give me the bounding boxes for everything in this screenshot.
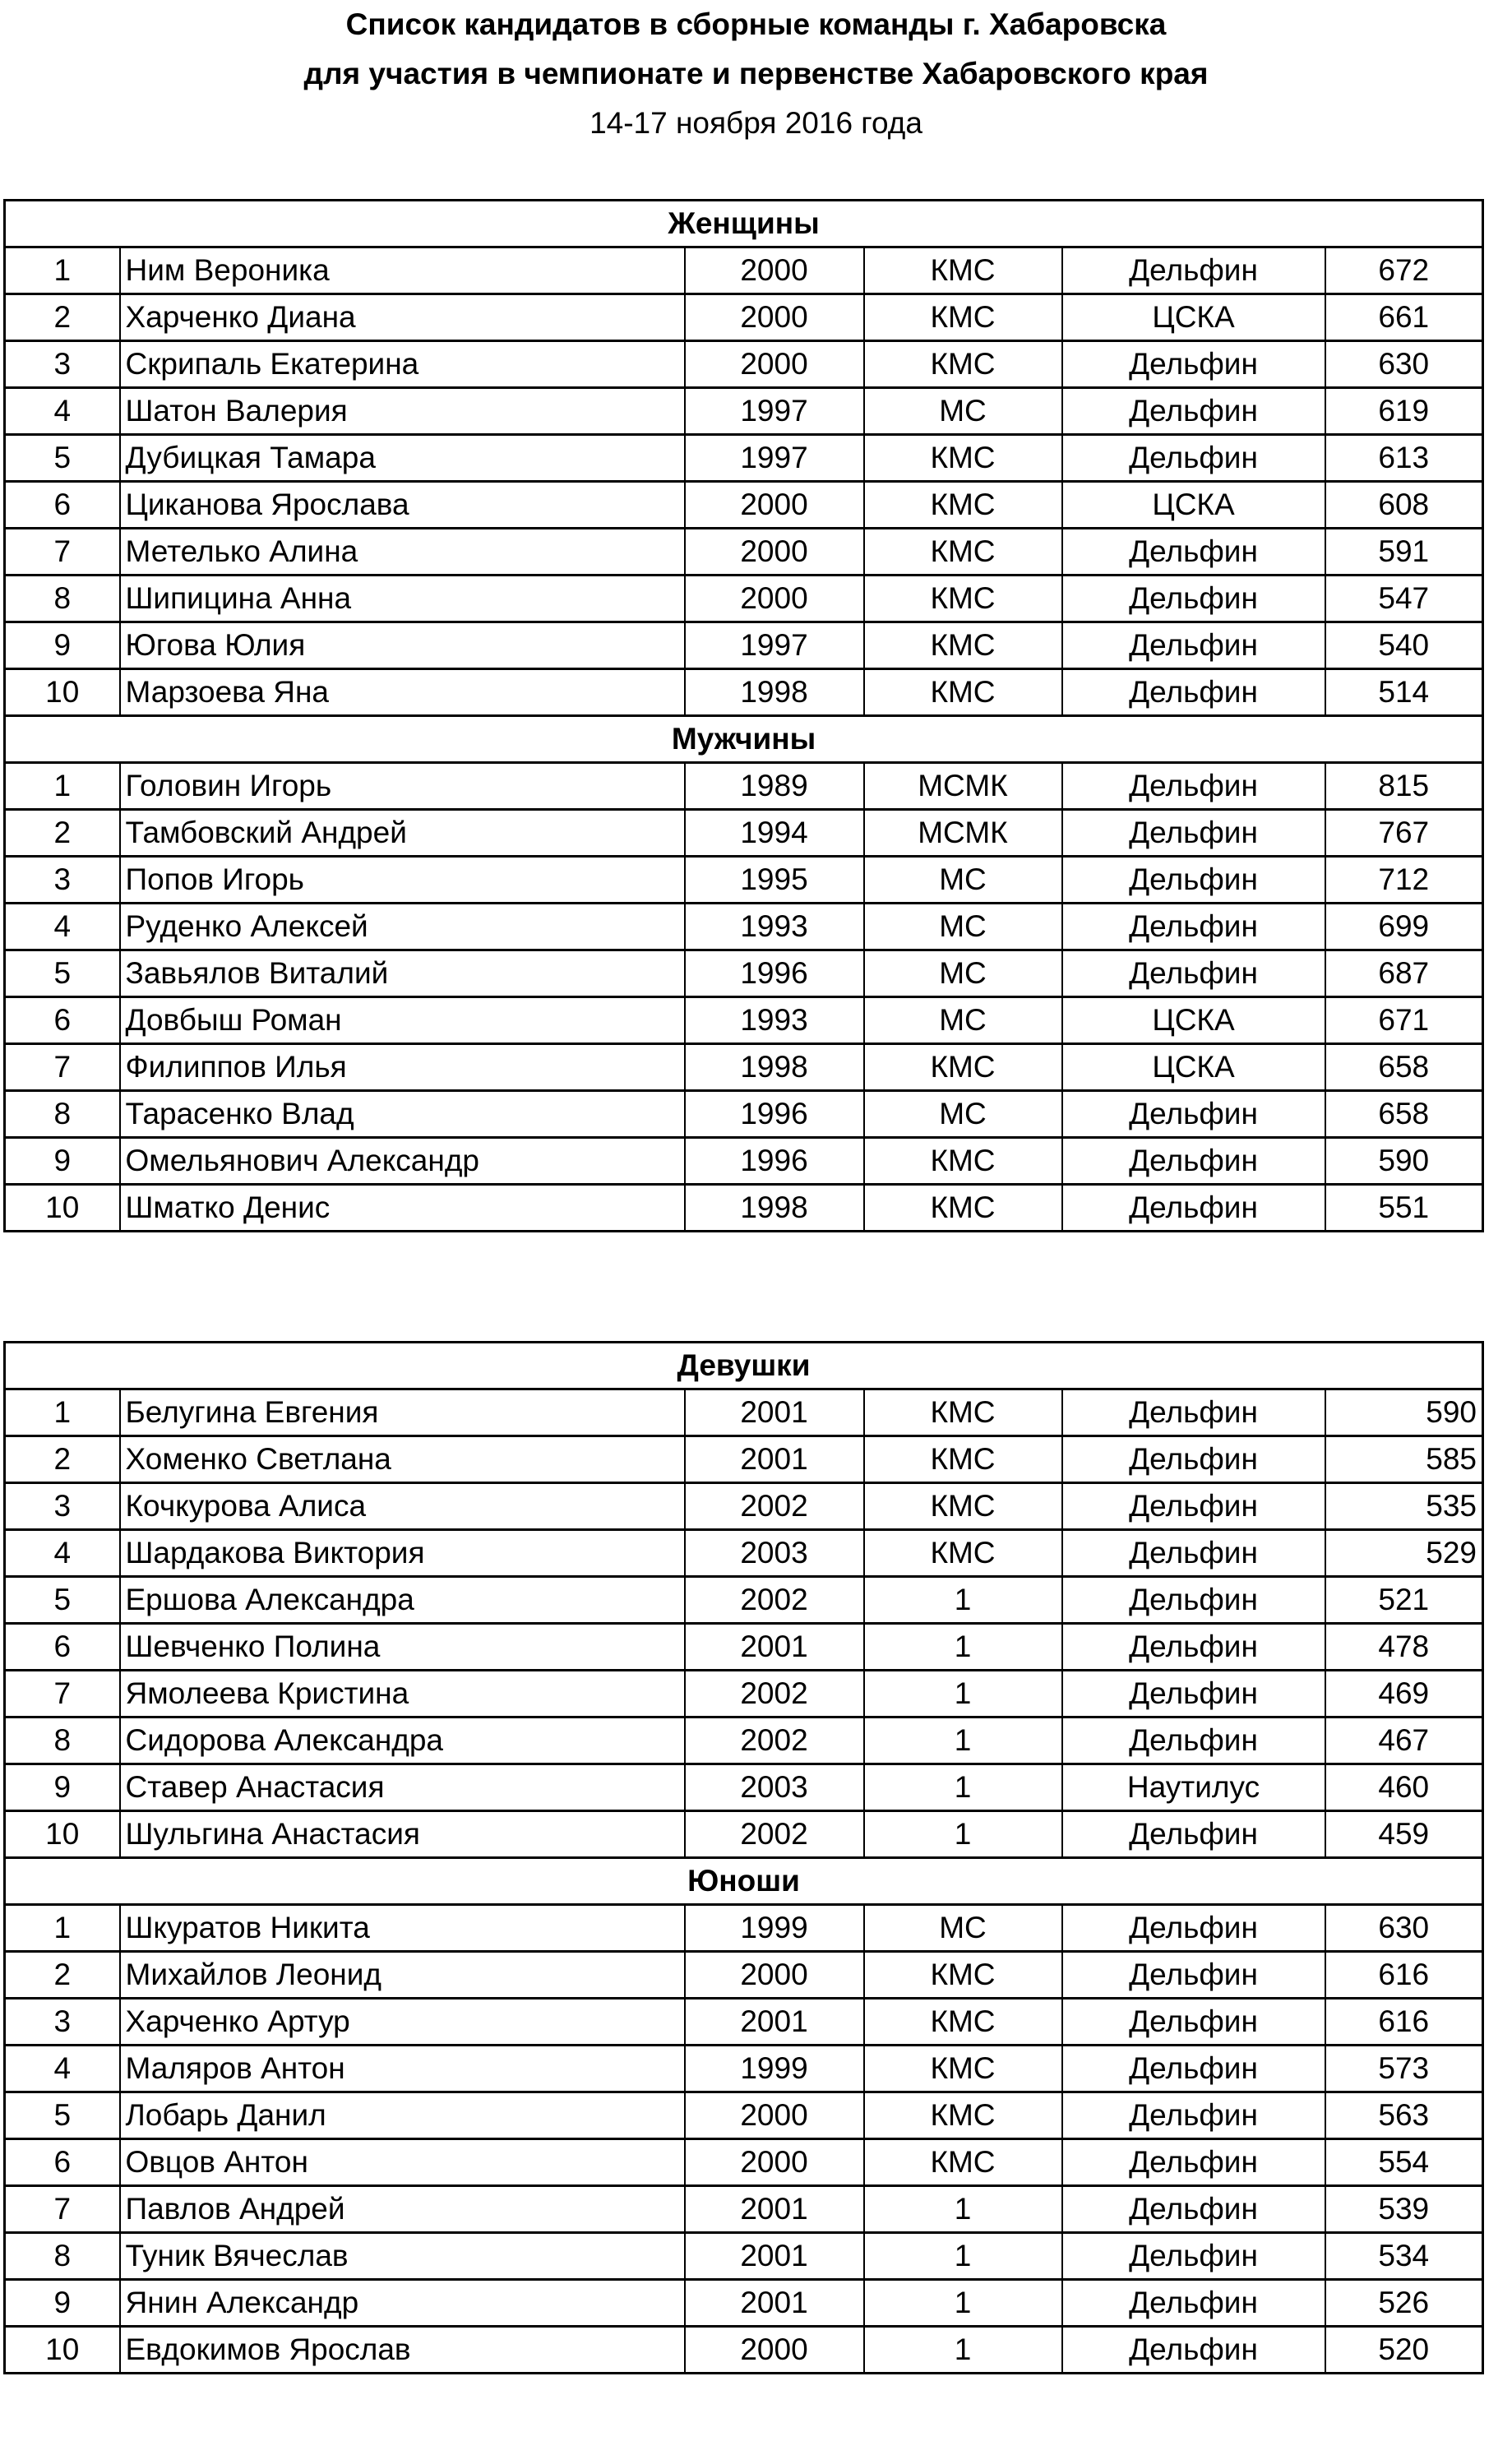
- sport-rank-cell: 1: [864, 1577, 1062, 1624]
- birth-year-cell: 2000: [685, 341, 864, 388]
- birth-year-cell: 1998: [685, 1185, 864, 1232]
- sport-rank-cell: КМС: [864, 1999, 1062, 2046]
- sport-rank-cell: КМС: [864, 1138, 1062, 1185]
- score-cell: 539: [1325, 2186, 1483, 2233]
- sport-rank-cell: КМС: [864, 1389, 1062, 1436]
- score-cell: 521: [1325, 1577, 1483, 1624]
- table-row: [5, 904, 1483, 950]
- athlete-name-cell: Омельянович Александр: [120, 1138, 685, 1185]
- table-row: [5, 1044, 1483, 1091]
- birth-year-cell: 2001: [685, 1624, 864, 1671]
- birth-year-cell: 1997: [685, 435, 864, 482]
- place-number-cell: 10: [5, 1811, 120, 1858]
- table-row: [5, 1905, 1483, 1952]
- athlete-name-cell: Кочкурова Алиса: [120, 1483, 685, 1530]
- place-number-cell: 10: [5, 1185, 120, 1232]
- sport-rank-cell: КМС: [864, 1436, 1062, 1483]
- table-row: [5, 388, 1483, 435]
- birth-year-cell: 2002: [685, 1671, 864, 1717]
- score-cell: 815: [1325, 763, 1483, 810]
- birth-year-cell: 2000: [685, 529, 864, 576]
- sport-rank-cell: 1: [864, 1624, 1062, 1671]
- athlete-name-cell: Шатон Валерия: [120, 388, 685, 435]
- sport-rank-cell: МС: [864, 1091, 1062, 1138]
- place-number-cell: 1: [5, 763, 120, 810]
- club-name-cell: ЦСКА: [1062, 482, 1325, 529]
- athlete-name-cell: Попов Игорь: [120, 857, 685, 904]
- athlete-name-cell: Харченко Диана: [120, 294, 685, 341]
- table-row: [5, 2327, 1483, 2374]
- club-name-cell: Дельфин: [1062, 950, 1325, 997]
- birth-year-cell: 1993: [685, 904, 864, 950]
- birth-year-cell: 2000: [685, 2139, 864, 2186]
- place-number-cell: 5: [5, 950, 120, 997]
- sport-rank-cell: КМС: [864, 529, 1062, 576]
- birth-year-cell: 2002: [685, 1483, 864, 1530]
- table-row: [5, 2186, 1483, 2233]
- score-cell: 535: [1325, 1483, 1483, 1530]
- place-number-cell: 1: [5, 1905, 120, 1952]
- place-number-cell: 8: [5, 1717, 120, 1764]
- score-cell: 469: [1325, 1671, 1483, 1717]
- club-name-cell: Дельфин: [1062, 2186, 1325, 2233]
- score-cell: 672: [1325, 247, 1483, 294]
- sport-rank-cell: 1: [864, 1671, 1062, 1717]
- place-number-cell: 6: [5, 997, 120, 1044]
- birth-year-cell: 1996: [685, 950, 864, 997]
- score-cell: 616: [1325, 1999, 1483, 2046]
- score-cell: 590: [1325, 1138, 1483, 1185]
- table-row: [5, 341, 1483, 388]
- birth-year-cell: 2000: [685, 482, 864, 529]
- place-number-cell: 7: [5, 2186, 120, 2233]
- score-cell: 478: [1325, 1624, 1483, 1671]
- club-name-cell: ЦСКА: [1062, 1044, 1325, 1091]
- table-row: [5, 1185, 1483, 1232]
- score-cell: 547: [1325, 576, 1483, 622]
- table-row: [5, 1530, 1483, 1577]
- place-number-cell: 10: [5, 2327, 120, 2374]
- place-number-cell: 3: [5, 1483, 120, 1530]
- place-number-cell: 4: [5, 2046, 120, 2092]
- score-cell: 608: [1325, 482, 1483, 529]
- score-cell: 767: [1325, 810, 1483, 857]
- sport-rank-cell: КМС: [864, 2046, 1062, 2092]
- birth-year-cell: 1998: [685, 1044, 864, 1091]
- birth-year-cell: 1996: [685, 1138, 864, 1185]
- table-row: [5, 997, 1483, 1044]
- club-name-cell: Дельфин: [1062, 1436, 1325, 1483]
- score-cell: 520: [1325, 2327, 1483, 2374]
- club-name-cell: Дельфин: [1062, 576, 1325, 622]
- table-row: [5, 1764, 1483, 1811]
- roster-table-juniors: [3, 1341, 1484, 2374]
- birth-year-cell: 1997: [685, 622, 864, 669]
- document-header: [0, 0, 1512, 148]
- sport-rank-cell: КМС: [864, 1044, 1062, 1091]
- club-name-cell: Дельфин: [1062, 1530, 1325, 1577]
- club-name-cell: Дельфин: [1062, 1577, 1325, 1624]
- score-cell: 460: [1325, 1764, 1483, 1811]
- club-name-cell: Дельфин: [1062, 388, 1325, 435]
- sport-rank-cell: МС: [864, 1905, 1062, 1952]
- club-name-cell: Дельфин: [1062, 810, 1325, 857]
- score-cell: 554: [1325, 2139, 1483, 2186]
- athlete-name-cell: Завьялов Виталий: [120, 950, 685, 997]
- table-row: [5, 2233, 1483, 2280]
- athlete-name-cell: Шматко Денис: [120, 1185, 685, 1232]
- birth-year-cell: 1999: [685, 2046, 864, 2092]
- sport-rank-cell: КМС: [864, 435, 1062, 482]
- athlete-name-cell: Шульгина Анастасия: [120, 1811, 685, 1858]
- table-row: [5, 1952, 1483, 1999]
- section-header-row: [5, 716, 1483, 763]
- athlete-name-cell: Харченко Артур: [120, 1999, 685, 2046]
- athlete-name-cell: Довбыш Роман: [120, 997, 685, 1044]
- section-title: Юноши: [5, 1858, 1483, 1905]
- birth-year-cell: 1997: [685, 388, 864, 435]
- table-row: [5, 247, 1483, 294]
- table-row: [5, 1436, 1483, 1483]
- birth-year-cell: 2000: [685, 2327, 864, 2374]
- sport-rank-cell: 1: [864, 2186, 1062, 2233]
- athlete-name-cell: Руденко Алексей: [120, 904, 685, 950]
- sport-rank-cell: КМС: [864, 669, 1062, 716]
- table-row: [5, 1138, 1483, 1185]
- place-number-cell: 9: [5, 622, 120, 669]
- score-cell: 630: [1325, 341, 1483, 388]
- athlete-name-cell: Сидорова Александра: [120, 1717, 685, 1764]
- roster-table-adults: [3, 199, 1484, 1232]
- athlete-name-cell: Ним Вероника: [120, 247, 685, 294]
- score-cell: 619: [1325, 388, 1483, 435]
- birth-year-cell: 2001: [685, 2280, 864, 2327]
- score-cell: 585: [1325, 1436, 1483, 1483]
- table-row: [5, 1671, 1483, 1717]
- place-number-cell: 1: [5, 247, 120, 294]
- score-cell: 712: [1325, 857, 1483, 904]
- score-cell: 671: [1325, 997, 1483, 1044]
- section-title: Мужчины: [5, 716, 1483, 763]
- sport-rank-cell: 1: [864, 2280, 1062, 2327]
- birth-year-cell: 2001: [685, 2233, 864, 2280]
- place-number-cell: 9: [5, 2280, 120, 2327]
- sport-rank-cell: КМС: [864, 2092, 1062, 2139]
- place-number-cell: 6: [5, 2139, 120, 2186]
- table-row: [5, 669, 1483, 716]
- score-cell: 526: [1325, 2280, 1483, 2327]
- club-name-cell: Дельфин: [1062, 1091, 1325, 1138]
- club-name-cell: Дельфин: [1062, 857, 1325, 904]
- table-row: [5, 1577, 1483, 1624]
- score-cell: 573: [1325, 2046, 1483, 2092]
- score-cell: 591: [1325, 529, 1483, 576]
- athlete-name-cell: Туник Вячеслав: [120, 2233, 685, 2280]
- sport-rank-cell: МС: [864, 904, 1062, 950]
- place-number-cell: 2: [5, 1952, 120, 1999]
- birth-year-cell: 2000: [685, 2092, 864, 2139]
- birth-year-cell: 1995: [685, 857, 864, 904]
- score-cell: 590: [1325, 1389, 1483, 1436]
- table-row: [5, 294, 1483, 341]
- sport-rank-cell: 1: [864, 1717, 1062, 1764]
- section-title: Девушки: [5, 1343, 1483, 1389]
- club-name-cell: Дельфин: [1062, 669, 1325, 716]
- score-cell: 616: [1325, 1952, 1483, 1999]
- athlete-name-cell: Шардакова Виктория: [120, 1530, 685, 1577]
- table-row: [5, 1811, 1483, 1858]
- place-number-cell: 9: [5, 1138, 120, 1185]
- table-row: [5, 1624, 1483, 1671]
- table-row: [5, 482, 1483, 529]
- club-name-cell: ЦСКА: [1062, 294, 1325, 341]
- club-name-cell: Дельфин: [1062, 2092, 1325, 2139]
- athlete-name-cell: Михайлов Леонид: [120, 1952, 685, 1999]
- event-dates: 14-17 ноября 2016 года: [590, 106, 922, 140]
- table-row: [5, 857, 1483, 904]
- sport-rank-cell: КМС: [864, 341, 1062, 388]
- sport-rank-cell: МС: [864, 857, 1062, 904]
- table-row: [5, 435, 1483, 482]
- table-row: [5, 529, 1483, 576]
- athlete-name-cell: Ершова Александра: [120, 1577, 685, 1624]
- athlete-name-cell: Белугина Евгения: [120, 1389, 685, 1436]
- table-row: [5, 2280, 1483, 2327]
- athlete-name-cell: Хоменко Светлана: [120, 1436, 685, 1483]
- athlete-name-cell: Дубицкая Тамара: [120, 435, 685, 482]
- birth-year-cell: 2002: [685, 1811, 864, 1858]
- sport-rank-cell: 1: [864, 2233, 1062, 2280]
- birth-year-cell: 2003: [685, 1530, 864, 1577]
- club-name-cell: ЦСКА: [1062, 997, 1325, 1044]
- athlete-name-cell: Янин Александр: [120, 2280, 685, 2327]
- sport-rank-cell: КМС: [864, 482, 1062, 529]
- birth-year-cell: 1993: [685, 997, 864, 1044]
- place-number-cell: 4: [5, 388, 120, 435]
- birth-year-cell: 2002: [685, 1717, 864, 1764]
- birth-year-cell: 2000: [685, 247, 864, 294]
- athlete-name-cell: Шкуратов Никита: [120, 1905, 685, 1952]
- sport-rank-cell: КМС: [864, 1530, 1062, 1577]
- place-number-cell: 10: [5, 669, 120, 716]
- sport-rank-cell: МС: [864, 997, 1062, 1044]
- club-name-cell: Дельфин: [1062, 1999, 1325, 2046]
- birth-year-cell: 1994: [685, 810, 864, 857]
- place-number-cell: 8: [5, 1091, 120, 1138]
- birth-year-cell: 1999: [685, 1905, 864, 1952]
- athlete-name-cell: Скрипаль Екатерина: [120, 341, 685, 388]
- sport-rank-cell: КМС: [864, 294, 1062, 341]
- birth-year-cell: 1989: [685, 763, 864, 810]
- sport-rank-cell: 1: [864, 1764, 1062, 1811]
- table-row: [5, 576, 1483, 622]
- section-header-row: [5, 1858, 1483, 1905]
- athlete-name-cell: Евдокимов Ярослав: [120, 2327, 685, 2374]
- club-name-cell: Дельфин: [1062, 435, 1325, 482]
- score-cell: 658: [1325, 1044, 1483, 1091]
- athlete-name-cell: Филиппов Илья: [120, 1044, 685, 1091]
- club-name-cell: Дельфин: [1062, 1811, 1325, 1858]
- table-row: [5, 2139, 1483, 2186]
- club-name-cell: Дельфин: [1062, 1671, 1325, 1717]
- sport-rank-cell: МСМК: [864, 810, 1062, 857]
- place-number-cell: 4: [5, 904, 120, 950]
- place-number-cell: 5: [5, 1577, 120, 1624]
- place-number-cell: 7: [5, 1671, 120, 1717]
- place-number-cell: 2: [5, 810, 120, 857]
- sport-rank-cell: 1: [864, 1811, 1062, 1858]
- table-row: [5, 1483, 1483, 1530]
- birth-year-cell: 2000: [685, 1952, 864, 1999]
- athlete-name-cell: Марзоева Яна: [120, 669, 685, 716]
- club-name-cell: Дельфин: [1062, 1717, 1325, 1764]
- athlete-name-cell: Циканова Ярослава: [120, 482, 685, 529]
- table-row: [5, 950, 1483, 997]
- score-cell: 630: [1325, 1905, 1483, 1952]
- club-name-cell: Дельфин: [1062, 1905, 1325, 1952]
- birth-year-cell: 1996: [685, 1091, 864, 1138]
- birth-year-cell: 2001: [685, 1389, 864, 1436]
- sport-rank-cell: КМС: [864, 1952, 1062, 1999]
- place-number-cell: 7: [5, 1044, 120, 1091]
- sport-rank-cell: КМС: [864, 576, 1062, 622]
- table-row: [5, 1091, 1483, 1138]
- athlete-name-cell: Павлов Андрей: [120, 2186, 685, 2233]
- club-name-cell: Дельфин: [1062, 2046, 1325, 2092]
- score-cell: 551: [1325, 1185, 1483, 1232]
- score-cell: 514: [1325, 669, 1483, 716]
- section-title: Женщины: [5, 201, 1483, 247]
- sport-rank-cell: 1: [864, 2327, 1062, 2374]
- table-row: [5, 810, 1483, 857]
- section-header-row: [5, 201, 1483, 247]
- club-name-cell: Дельфин: [1062, 904, 1325, 950]
- score-cell: 563: [1325, 2092, 1483, 2139]
- table-row: [5, 1717, 1483, 1764]
- athlete-name-cell: Маляров Антон: [120, 2046, 685, 2092]
- place-number-cell: 8: [5, 576, 120, 622]
- table-row: [5, 763, 1483, 810]
- table-row: [5, 2092, 1483, 2139]
- place-number-cell: 1: [5, 1389, 120, 1436]
- place-number-cell: 3: [5, 341, 120, 388]
- birth-year-cell: 2002: [685, 1577, 864, 1624]
- club-name-cell: Дельфин: [1062, 341, 1325, 388]
- score-cell: 661: [1325, 294, 1483, 341]
- score-cell: 467: [1325, 1717, 1483, 1764]
- score-cell: 658: [1325, 1091, 1483, 1138]
- athlete-name-cell: Шевченко Полина: [120, 1624, 685, 1671]
- athlete-name-cell: Югова Юлия: [120, 622, 685, 669]
- place-number-cell: 5: [5, 435, 120, 482]
- club-name-cell: Дельфин: [1062, 622, 1325, 669]
- club-name-cell: Дельфин: [1062, 2139, 1325, 2186]
- score-cell: 613: [1325, 435, 1483, 482]
- document-title: Список кандидатов в сборные команды г. Хабаровска: [345, 7, 1167, 41]
- athlete-name-cell: Головин Игорь: [120, 763, 685, 810]
- club-name-cell: Дельфин: [1062, 1389, 1325, 1436]
- table-row: [5, 1999, 1483, 2046]
- place-number-cell: 8: [5, 2233, 120, 2280]
- place-number-cell: 3: [5, 1999, 120, 2046]
- club-name-cell: Дельфин: [1062, 529, 1325, 576]
- sport-rank-cell: КМС: [864, 2139, 1062, 2186]
- score-cell: 459: [1325, 1811, 1483, 1858]
- sport-rank-cell: КМС: [864, 622, 1062, 669]
- athlete-name-cell: Шипицина Анна: [120, 576, 685, 622]
- athlete-name-cell: Лобарь Данил: [120, 2092, 685, 2139]
- club-name-cell: Дельфин: [1062, 1624, 1325, 1671]
- place-number-cell: 3: [5, 857, 120, 904]
- place-number-cell: 2: [5, 294, 120, 341]
- athlete-name-cell: Тарасенко Влад: [120, 1091, 685, 1138]
- birth-year-cell: 2000: [685, 576, 864, 622]
- table-row: [5, 2046, 1483, 2092]
- club-name-cell: Дельфин: [1062, 1138, 1325, 1185]
- club-name-cell: Дельфин: [1062, 2280, 1325, 2327]
- birth-year-cell: 1998: [685, 669, 864, 716]
- section-header-row: [5, 1343, 1483, 1389]
- place-number-cell: 9: [5, 1764, 120, 1811]
- table-row: [5, 1389, 1483, 1436]
- place-number-cell: 5: [5, 2092, 120, 2139]
- sport-rank-cell: МС: [864, 388, 1062, 435]
- club-name-cell: Дельфин: [1062, 1185, 1325, 1232]
- birth-year-cell: 2000: [685, 294, 864, 341]
- club-name-cell: Дельфин: [1062, 763, 1325, 810]
- score-cell: 529: [1325, 1530, 1483, 1577]
- place-number-cell: 6: [5, 482, 120, 529]
- sport-rank-cell: КМС: [864, 1185, 1062, 1232]
- club-name-cell: Дельфин: [1062, 2327, 1325, 2374]
- club-name-cell: Дельфин: [1062, 1952, 1325, 1999]
- sport-rank-cell: КМС: [864, 1483, 1062, 1530]
- club-name-cell: Дельфин: [1062, 1483, 1325, 1530]
- birth-year-cell: 2001: [685, 2186, 864, 2233]
- sport-rank-cell: КМС: [864, 247, 1062, 294]
- table-row: [5, 622, 1483, 669]
- athlete-name-cell: Метелько Алина: [120, 529, 685, 576]
- place-number-cell: 7: [5, 529, 120, 576]
- score-cell: 687: [1325, 950, 1483, 997]
- athlete-name-cell: Овцов Антон: [120, 2139, 685, 2186]
- score-cell: 534: [1325, 2233, 1483, 2280]
- place-number-cell: 6: [5, 1624, 120, 1671]
- sport-rank-cell: МСМК: [864, 763, 1062, 810]
- athlete-name-cell: Ставер Анастасия: [120, 1764, 685, 1811]
- score-cell: 540: [1325, 622, 1483, 669]
- sport-rank-cell: МС: [864, 950, 1062, 997]
- athlete-name-cell: Ямолеева Кристина: [120, 1671, 685, 1717]
- place-number-cell: 4: [5, 1530, 120, 1577]
- athlete-name-cell: Тамбовский Андрей: [120, 810, 685, 857]
- club-name-cell: Наутилус: [1062, 1764, 1325, 1811]
- score-cell: 699: [1325, 904, 1483, 950]
- document-subtitle: для участия в чемпионате и первенстве Хабаровского края: [303, 57, 1209, 90]
- birth-year-cell: 2001: [685, 1999, 864, 2046]
- place-number-cell: 2: [5, 1436, 120, 1483]
- birth-year-cell: 2003: [685, 1764, 864, 1811]
- birth-year-cell: 2001: [685, 1436, 864, 1483]
- club-name-cell: Дельфин: [1062, 247, 1325, 294]
- club-name-cell: Дельфин: [1062, 2233, 1325, 2280]
